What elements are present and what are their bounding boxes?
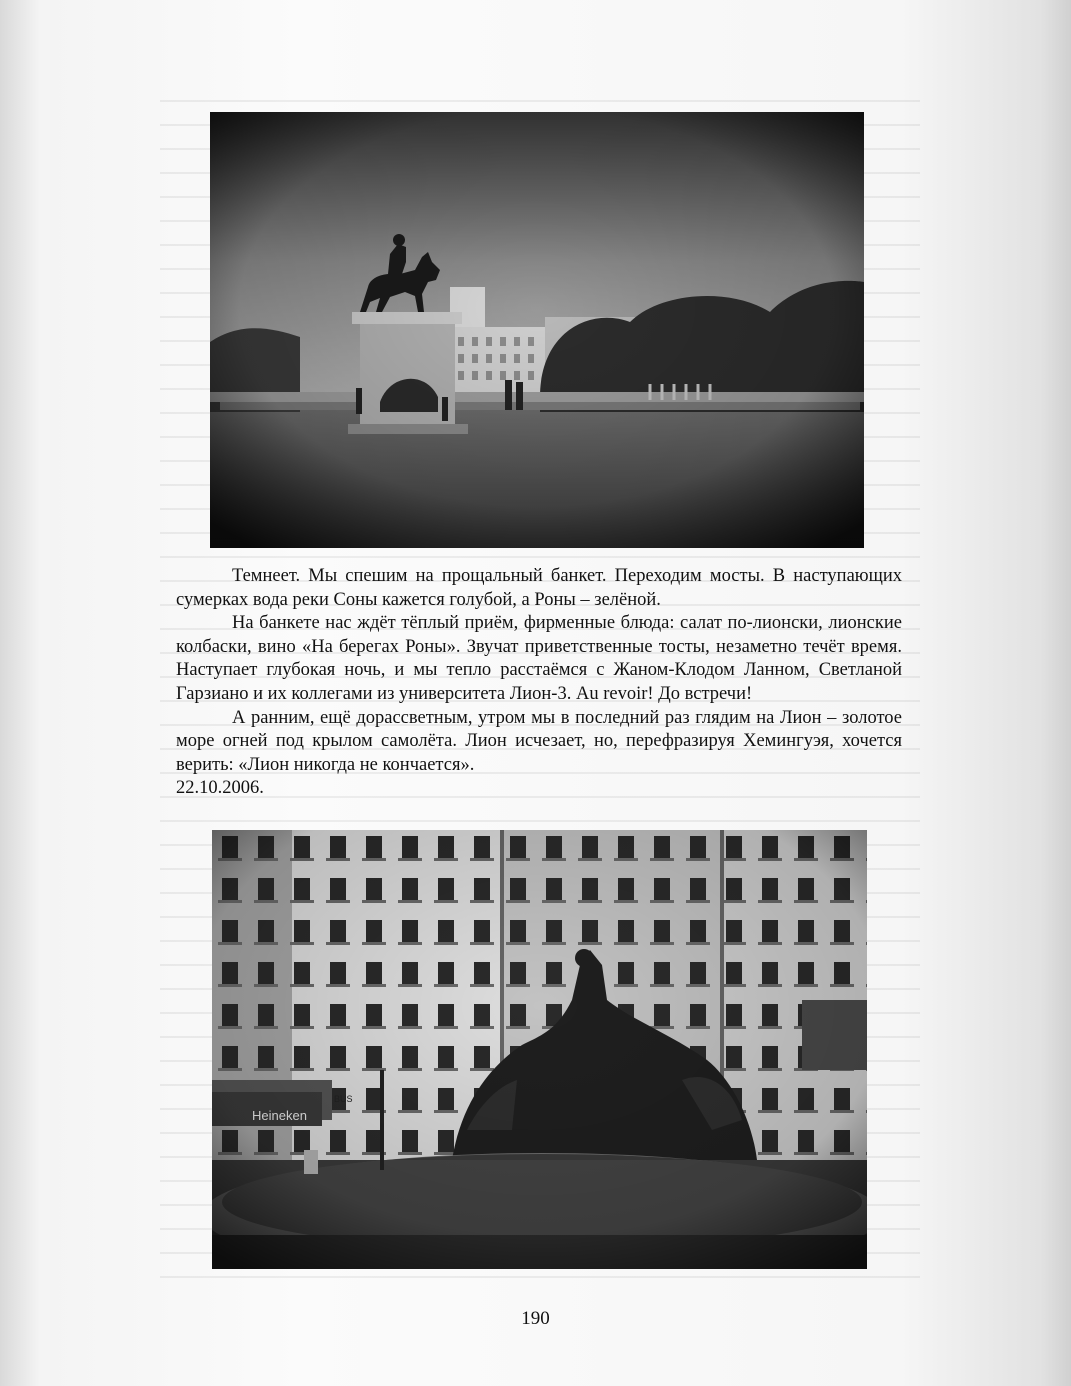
paragraph-3: А ранним, ещё дорассветным, утром мы в последний раз глядим на Лион – золотое море огней под крылом самолёта. Лион исчезает, но, перефразируя Хемингуэя, хочется верить: «Лион никогда не кончается». [176,707,902,775]
photo-equestrian-statue [210,112,864,548]
date-line: 22.10.2006. [176,778,264,799]
paragraph-1: Темнеет. Мы спешим на прощальный банкет. Переходим мосты. В наступающих сумерках вода реки Соны кажется голубой, а Роны – зелёной. [176,566,902,610]
body-text [176,565,902,801]
page-number: 190 [521,1308,550,1329]
paragraph-2: На банкете нас ждёт тёплый приём, фирменные блюда: салат по-лионски, лионские колбаски, вино «На берегах Роны». Звучат приветственные тосты, незаметно течёт время. Наступает глубокая ночь, и мы тепло расстаёмся с Жаном-Клодом Ланном, Светланой Гарзиано и их коллегами из университета Лион-3. Au revoir! До встречи! [176,613,902,704]
photo-fountain-square [212,830,867,1269]
